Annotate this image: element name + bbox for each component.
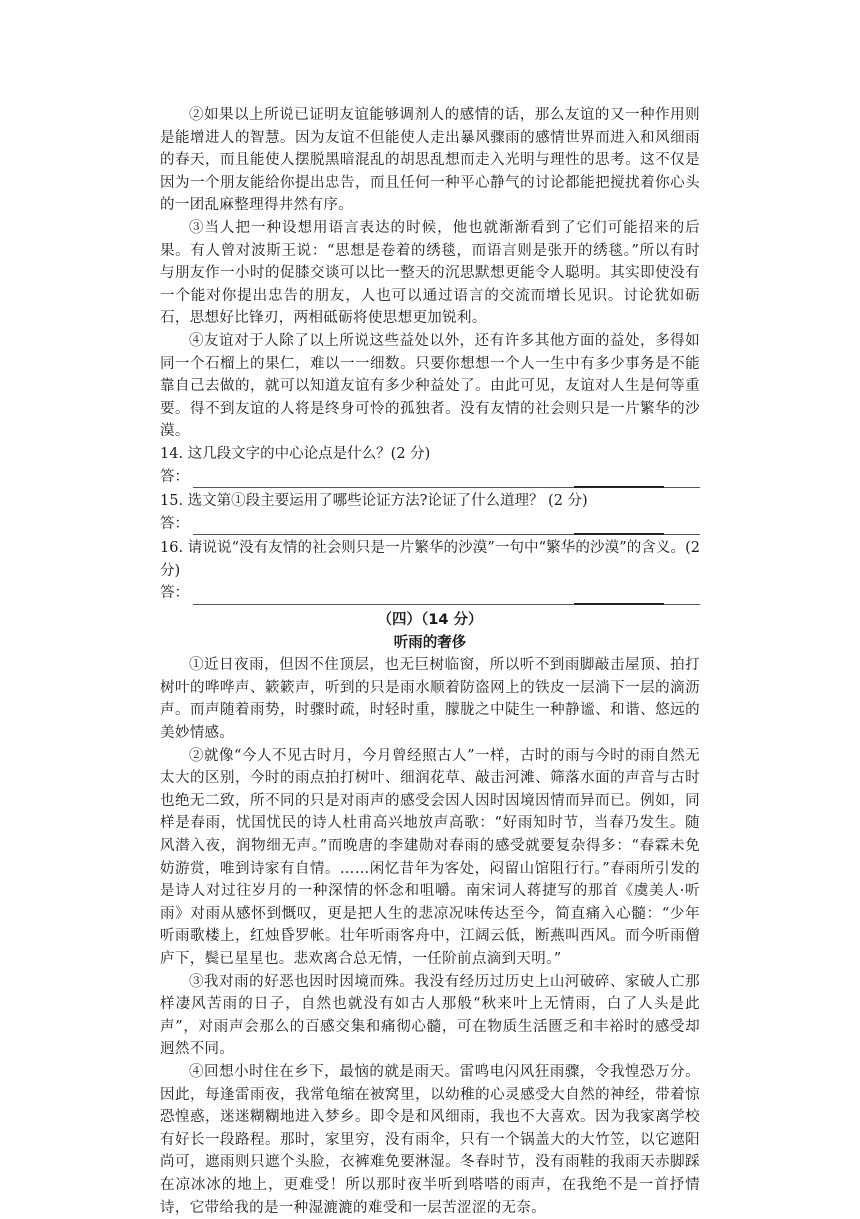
exam-page (160, 104, 700, 1219)
answer-line-14 (160, 466, 700, 489)
answer-blank[interactable] (193, 590, 700, 605)
question-16: 16. 请说说“没有友情的社会则只是一片繁华的沙漠”一句中“繁华的沙漠”的含义。(2 分) (160, 540, 700, 579)
passage-paragraph-2: ②如果以上所说已证明友谊能够调剂人的感情的话，那么友谊的又一种作用则是能增进人的智慧。因为友谊不但能使人走出暴风骤雨的感情世界而进入和风细雨的春天，而且能使人摆脱黑暗混乱的胡思乱想而走入光明与理性的思考。这不仅是因为一个朋友能给你提出忠告，而且任何一种平心静气的讨论都能把搅扰着你心头的一团乱麻整理得井然有序。 (160, 107, 700, 214)
passage-paragraph-4: ④友谊对于人除了以上所说这些益处以外，还有许多其他方面的益处，多得如同一个石榴上的果仁，难以一一细数。只要你想想一个人一生中有多少事务是不能靠自己去做的，就可以知道友谊有多少种益处了。由此可见，友谊对人生是何等重要。得不到友谊的人将是终身可怜的孤独者。没有友情的社会则只是一片繁华的沙漠。 (160, 332, 700, 440)
answer-label: 答： (160, 585, 189, 602)
answer-label: 答： (160, 468, 189, 485)
passage-paragraph-3: ③当人把一种设想用语言表达的时候，他也就渐渐看到了它们可能招来的后果。有人曾对波斯王说：“思想是卷着的绣毯，而语言则是张开的绣毯。”所以有时与朋友作一小时的促膝交谈可以比一整天的沉思默想更能令人聪明。其实即使没有一个能对你提出忠告的朋友，人也可以通过语言的交流而增长见识。讨论犹如砺石，思想好比锋刃，两相砥砺将使思想更加锐利。 (160, 219, 700, 327)
essay-paragraph-1: ①近日夜雨，但因不住顶层，也无巨树临窗，所以听不到雨脚敲击屋顶、拍打树叶的哗哗声、簌簌声，听到的只是雨水顺着防盗网上的铁皮一层淌下一层的滴沥声。而声随着雨势，时骤时疏，时轻时重，朦胧之中陡生一种静谧、和谐、悠远的美妙情感。 (160, 657, 700, 742)
answer-line-15 (160, 513, 700, 536)
answer-blank[interactable] (193, 473, 700, 488)
answer-line-16 (160, 582, 700, 605)
essay-title: 听雨的奢侈 (393, 634, 467, 651)
section-heading: （四）（14 分） (377, 612, 483, 629)
answer-blank[interactable] (193, 520, 700, 535)
question-15: 15. 选文第①段主要运用了哪些论证方法?论证了什么道理？ (2 分) (160, 493, 588, 510)
answer-label: 答： (160, 515, 189, 532)
essay-paragraph-4: ④回想小时住在乡下，最恼的就是雨天。雷鸣电闪风狂雨骤，令我惶恐万分。因此，每逢雷雨夜，我常龟缩在被窝里，以幼稚的心灵感受大自然的神经，带着惊恐惶惑，迷迷糊糊地进入梦乡。即令是和风细雨，我也不大喜欢。因为我家离学校有好长一段路程。那时，家里穷，没有雨伞，只有一个锅盖大的大竹笠，以它遮阳尚可，遮雨则只遮个头脸，衣裤难免要淋湿。冬春时节，没有雨鞋的我雨天赤脚踩在凉冰冰的地上，更难受！所以那时夜半听到嗒嗒的雨声，在我绝不是一首抒情诗，它带给我的是一种湿漉漉的难受和一层苦涩涩的无奈。 (160, 1063, 700, 1216)
essay-paragraph-3: ③我对雨的好恶也因时因境而殊。我没有经历过历史上山河破碎、家破人亡那样凄风苦雨的日子，自然也就没有如古人那般“秋来叶上无情雨，白了人头是此声”，对雨声会那么的百感交集和痛彻心髓，可在物质生活匮乏和丰裕时的感受却迥然不同。 (160, 973, 700, 1058)
question-14: 14. 这几段文字的中心论点是什么？(2 分) (160, 445, 431, 462)
essay-paragraph-2: ②就像“今人不见古时月，今月曾经照古人”一样，古时的雨与今时的雨自然无太大的区别，今时的雨点拍打树叶、细润花草、敲击河滩、筛落水面的声音与古时也绝无二致，所不同的只是对雨声的感受会因人因时因境因情而异而已。例如，同样是春雨，忧国忧民的诗人杜甫高兴地放声高歌：“好雨知时节，当春乃发生。随风潜入夜，润物细无声。”而晚唐的李建勋对春雨的感受就要复杂得多：“春霖未免妨游赏，唯到诗家有自情。……闲忆昔年为客处，闷留山馆阻行行。”春雨所引发的是诗人对过往岁月的一种深情的怀念和咀嚼。南宋词人蒋捷写的那首《虞美人·听雨》对雨从感怀到慨叹，更是把人生的悲凉况味传达至今，简直痛入心髓：“少年听雨歌楼上，红烛昏罗帐。壮年听雨客舟中，江阔云低，断燕叫西风。而今听雨僧庐下，鬓已星星也。悲欢离合总无情，一任阶前点滴到天明。” (160, 747, 700, 967)
